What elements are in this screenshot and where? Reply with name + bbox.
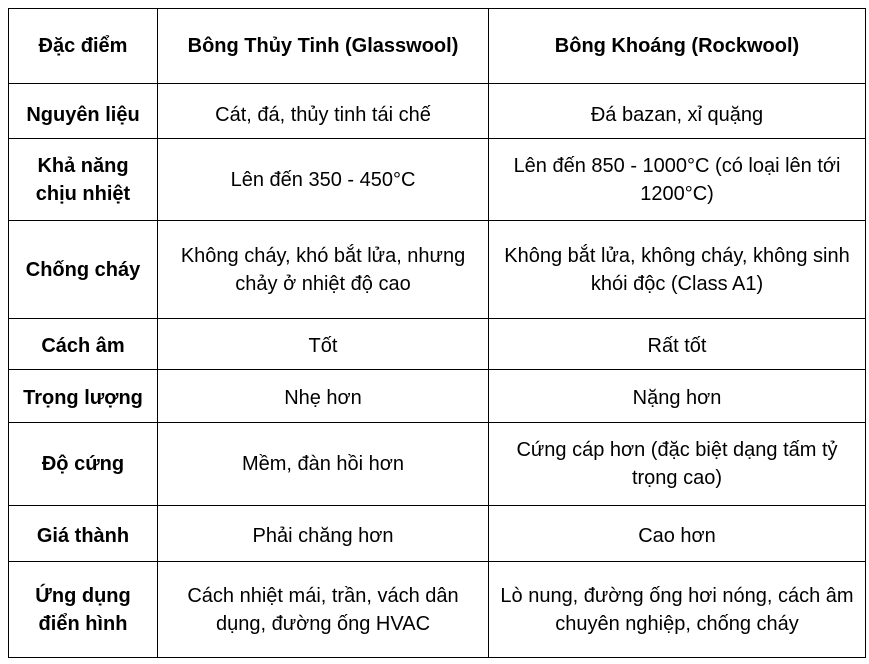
header-row — [9, 9, 866, 84]
row-label: Ứng dụng điển hình — [9, 562, 158, 658]
glasswool-cell: Lên đến 350 - 450°C — [158, 139, 489, 221]
table-row — [9, 562, 866, 658]
row-label: Nguyên liệu — [9, 84, 158, 139]
glasswool-cell: Phải chăng hơn — [158, 506, 489, 562]
row-label: Cách âm — [9, 319, 158, 370]
table-row — [9, 506, 866, 562]
glasswool-cell: Tốt — [158, 319, 489, 370]
row-label: Trọng lượng — [9, 370, 158, 423]
glasswool-cell: Cát, đá, thủy tinh tái chế — [158, 84, 489, 139]
table-row — [9, 423, 866, 506]
rockwool-cell: Đá bazan, xỉ quặng — [489, 84, 866, 139]
row-label: Độ cứng — [9, 423, 158, 506]
rockwool-cell: Lò nung, đường ống hơi nóng, cách âm chuyên nghiệp, chống cháy — [489, 562, 866, 658]
comparison-table — [8, 8, 866, 658]
table-row — [9, 139, 866, 221]
glasswool-cell: Nhẹ hơn — [158, 370, 489, 423]
rockwool-cell: Cứng cáp hơn (đặc biệt dạng tấm tỷ trọng cao) — [489, 423, 866, 506]
glasswool-cell: Mềm, đàn hồi hơn — [158, 423, 489, 506]
table-row — [9, 319, 866, 370]
header-glasswool: Bông Thủy Tinh (Glasswool) — [158, 9, 489, 84]
header-rockwool: Bông Khoáng (Rockwool) — [489, 9, 866, 84]
header-feature: Đặc điểm — [9, 9, 158, 84]
row-label: Giá thành — [9, 506, 158, 562]
row-label: Chống cháy — [9, 221, 158, 319]
rockwool-cell: Rất tốt — [489, 319, 866, 370]
rockwool-cell: Cao hơn — [489, 506, 866, 562]
table-row — [9, 370, 866, 423]
rockwool-cell: Không bắt lửa, không cháy, không sinh khói độc (Class A1) — [489, 221, 866, 319]
glasswool-cell: Cách nhiệt mái, trần, vách dân dụng, đường ống HVAC — [158, 562, 489, 658]
table-row — [9, 84, 866, 139]
glasswool-cell: Không cháy, khó bắt lửa, nhưng chảy ở nhiệt độ cao — [158, 221, 489, 319]
rockwool-cell: Lên đến 850 - 1000°C (có loại lên tới 1200°C) — [489, 139, 866, 221]
rockwool-cell: Nặng hơn — [489, 370, 866, 423]
table-row — [9, 221, 866, 319]
row-label: Khả năng chịu nhiệt — [9, 139, 158, 221]
